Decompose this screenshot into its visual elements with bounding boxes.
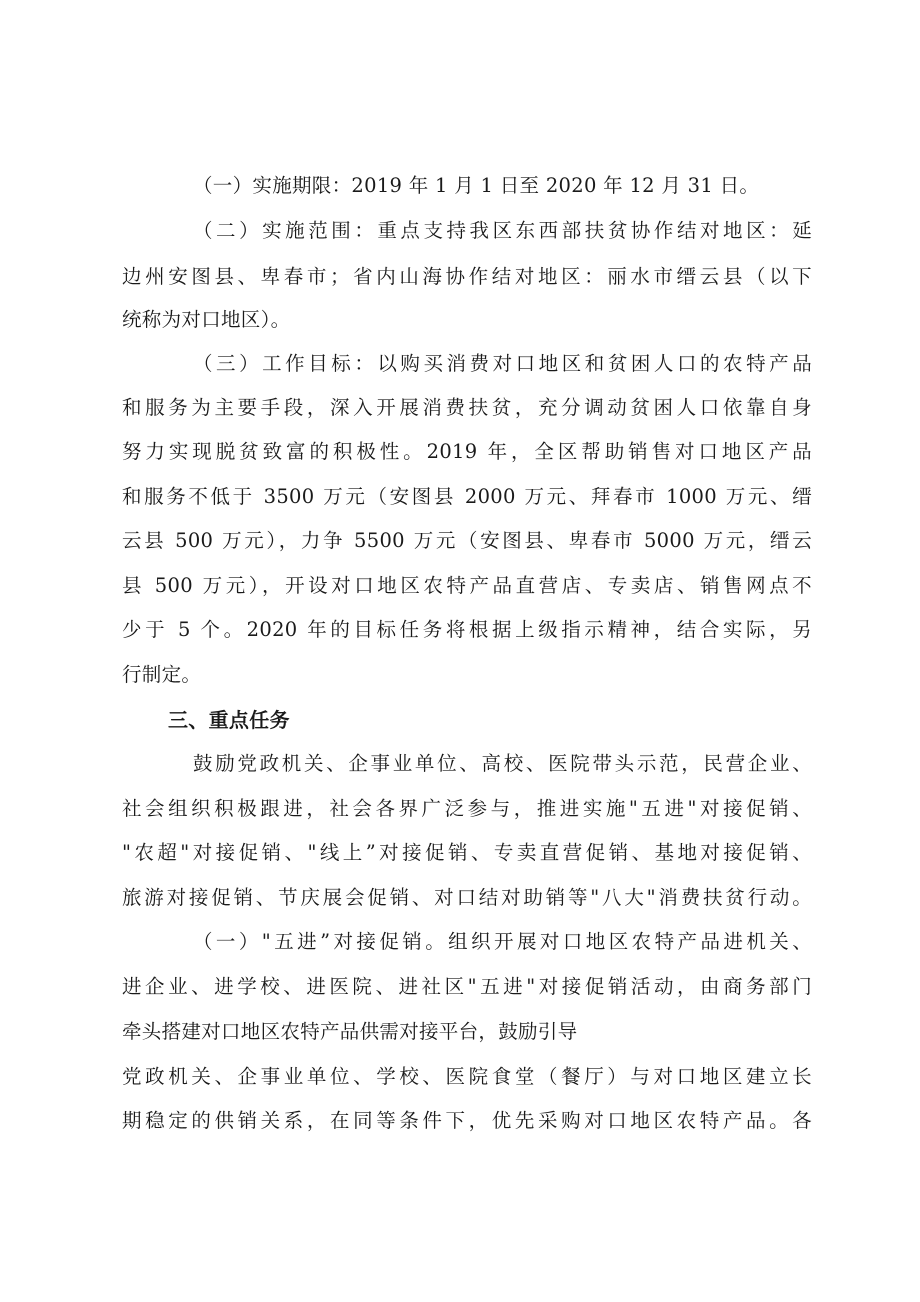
task-one-line-2: 进企业、进学校、进医院、进社区"五进"对接促销活动，由商务部门 — [122, 975, 812, 998]
goals-line-7: 少于 5 个。2020 年的目标任务将根据上级指示精神，结合实际，另 — [122, 618, 812, 641]
implementation-period: （一）实施期限：2019 年 1 月 1 日至 2020 年 12 月 31 日。 — [193, 174, 760, 197]
section-heading: 三、重点任务 — [168, 708, 290, 732]
task-one-line-3: 牵头搭建对口地区农特产品供需对接平台，鼓励引导 — [122, 1020, 578, 1043]
scope-line-1: （二）实施范围：重点支持我区东西部扶贫协作结对地区：延 — [193, 219, 812, 242]
task-one-line-1: （一）"五进”对接促销。组织开展对口地区农特产品进机关、 — [193, 930, 812, 953]
goals-line-2: 和服务为主要手段，深入开展消费扶贫，充分调动贫困人口依靠自身 — [122, 396, 812, 419]
goals-line-6: 县 500 万元），开设对口地区农特产品直营店、专卖店、销售网点不 — [122, 574, 812, 597]
intro-line-1: 鼓励党政机关、企事业单位、高校、医院带头示范，民营企业、 — [193, 752, 812, 775]
scope-line-2: 边州安图县、卑春市；省内山海协作结对地区：丽水市缙云县（以下 — [122, 265, 812, 288]
goals-line-5: 云县 500 万元），力争 5500 万元（安图县、卑春市 5000 万元，缙云 — [122, 529, 812, 552]
goals-line-8: 行制定。 — [122, 663, 202, 686]
intro-line-2: 社会组织积极跟进，社会各界广泛参与，推进实施"五进"对接促销、 — [122, 797, 812, 820]
goals-line-1: （三）工作目标：以购买消费对口地区和贫困人口的农特产品 — [193, 352, 812, 375]
scope-line-3: 统称为对口地区）。 — [122, 308, 291, 331]
goals-line-4: 和服务不低于 3500 万元（安图县 2000 万元、拜春市 1000 万元、缙 — [122, 485, 812, 508]
task-one-line-4: 党政机关、企事业单位、学校、医院食堂（餐厅）与对口地区建立长 — [122, 1065, 812, 1088]
intro-line-4: 旅游对接促销、节庆展会促销、对口结对助销等"八大"消费扶贫行动。 — [122, 886, 812, 909]
task-one-line-5: 期稳定的供销关系，在同等条件下，优先采购对口地区农特产品。各 — [122, 1109, 812, 1132]
intro-line-3: "农超"对接促销、"线上”对接促销、专卖直营促销、基地对接促销、 — [122, 841, 812, 864]
goals-line-3: 努力实现脱贫致富的积极性。2019 年，全区帮助销售对口地区产品 — [122, 440, 812, 463]
